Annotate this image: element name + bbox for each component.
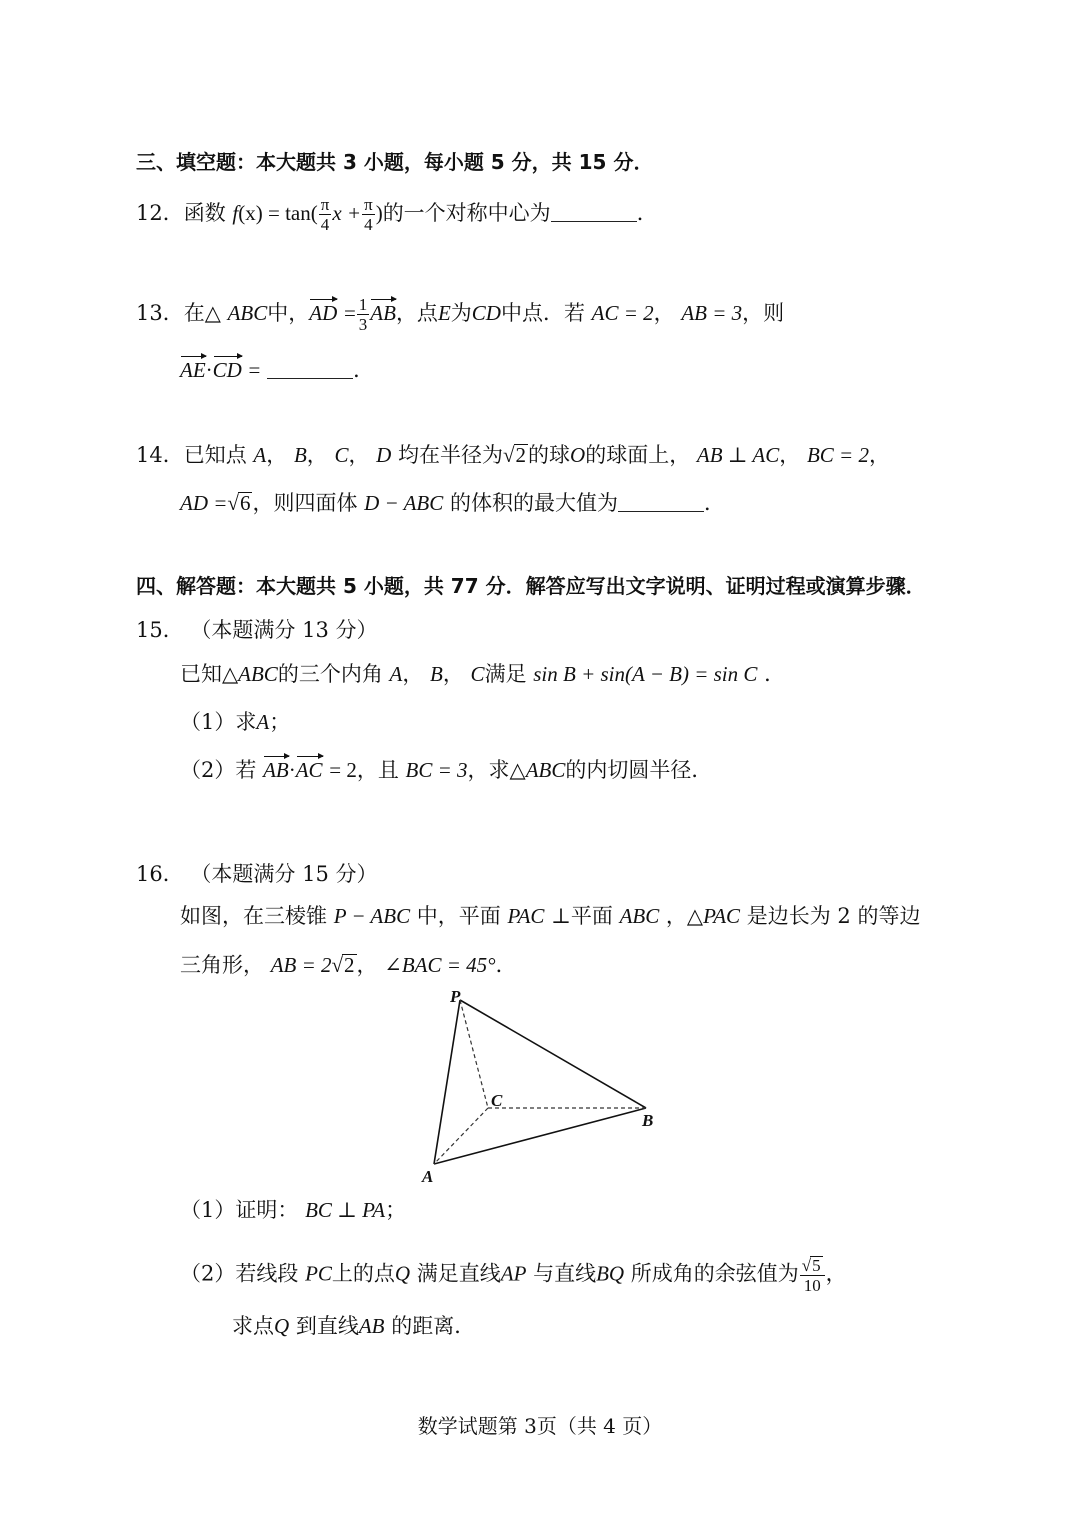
question-15 <box>180 664 785 685</box>
q14-comma: ， <box>306 443 328 467</box>
q13-end: ． <box>353 358 375 382</box>
q16-sqrt2: 2 <box>344 953 355 977</box>
q13-text: 中点．若 <box>500 301 585 325</box>
q13-text: 中， <box>267 301 310 325</box>
q16-pabc: P − ABC <box>333 904 411 928</box>
q15-text: 的内切圆半径． <box>565 758 713 782</box>
q16-frac: $\frac{√5}{10}$ <box>800 1256 825 1294</box>
q15-score: （本题满分 13 分） <box>190 618 378 642</box>
q15-equation: sin B + sin(A − B) = sin C <box>533 662 758 686</box>
page-footer: 数学试题第 3页（共 4 页） <box>417 1414 663 1438</box>
q16-p1-end: ； <box>385 1198 407 1222</box>
question-16-header <box>136 864 378 885</box>
q15-p2-label: （2）若 <box>180 758 257 782</box>
tetrahedron-figure <box>400 980 690 1190</box>
q15-dot: · <box>288 758 296 782</box>
vector-ae: AE <box>180 358 206 382</box>
question-15-part2 <box>180 760 712 781</box>
q14-sqrt6: 6 <box>239 491 251 515</box>
vector-ad: AD <box>309 301 338 325</box>
q15-comma: ， <box>442 662 464 686</box>
q16-text: ， <box>356 953 378 977</box>
q16-text: 所成角的余弦值为 <box>630 1261 799 1286</box>
q15-end: ． <box>764 662 786 686</box>
q15-text: 满足 <box>484 662 527 686</box>
q15-a: A <box>389 662 403 686</box>
q16-pac2: PAC <box>703 904 741 928</box>
q15-p1-label: （1）求 <box>180 710 257 734</box>
q13-text: ，则 <box>742 301 785 325</box>
question-14-line2 <box>180 492 725 514</box>
question-16-part1 <box>180 1200 406 1221</box>
q15-text: 的三个内角 <box>277 662 383 686</box>
label-a: A <box>422 1167 434 1186</box>
q16-text: 与直线 <box>533 1261 597 1286</box>
q15-text: 已知△ <box>180 662 239 686</box>
q12-number: 12． <box>136 201 184 225</box>
q16-ab: AB = 2 <box>270 953 332 977</box>
q16-text: 平面 <box>570 904 613 928</box>
q14-comma: ， <box>868 443 890 467</box>
q16-q: Q <box>394 1261 411 1286</box>
q12-mid: x + <box>332 201 362 225</box>
label-c: C <box>491 1091 503 1110</box>
q14-d: D <box>376 443 392 467</box>
q12-tail: 的一个对称中心为 <box>382 201 551 225</box>
q15-comma: ， <box>402 662 424 686</box>
q16-text: 三角形， <box>180 953 264 977</box>
q14-answer-blank[interactable] <box>618 493 704 512</box>
q16-text: 到直线 <box>295 1314 359 1338</box>
q14-text: 的球 <box>528 443 571 467</box>
q14-perp: AB ⊥ AC <box>696 443 780 467</box>
q16-p3-ab: AB <box>358 1314 385 1338</box>
q14-b: B <box>293 443 307 467</box>
q14-number: 14． <box>136 443 184 467</box>
q13-cd: CD <box>471 301 501 325</box>
q16-p2-label: （2）若线段 <box>180 1261 299 1286</box>
q16-text: ，△ <box>665 904 704 928</box>
q16-p1-label: （1）证明： <box>180 1198 299 1222</box>
q15-text: ，求△ <box>467 758 526 782</box>
q16-p1-eq: BC ⊥ PA <box>305 1198 386 1222</box>
question-16-part2 <box>180 1256 847 1294</box>
q16-number: 16． <box>136 862 184 886</box>
question-14 <box>136 444 890 466</box>
edge-pc <box>460 1000 488 1108</box>
sqrt-sign: √ <box>227 491 239 515</box>
q14-text: 的体积的最大值为 <box>449 491 618 515</box>
edge-pa <box>434 1000 460 1164</box>
q16-text: 中，平面 <box>416 904 501 928</box>
vector-ac: AC <box>295 758 323 782</box>
q13-text: ， <box>653 301 675 325</box>
q16-text: 的距离． <box>391 1314 476 1338</box>
q13-text: ，点 <box>395 301 438 325</box>
q13-ab: AB = 3 <box>681 301 743 325</box>
q15-text: ，且 <box>356 758 399 782</box>
q16-abc: ABC <box>619 904 660 928</box>
q13-text: 为 <box>450 301 472 325</box>
q13-number: 13． <box>136 301 184 325</box>
q15-p2-abc: ABC <box>525 758 566 782</box>
q13-abc: ABC <box>227 301 268 325</box>
q15-c: C <box>470 662 485 686</box>
q16-ap: AP <box>500 1261 527 1286</box>
q15-abc: ABC <box>238 662 278 686</box>
q16-p3-q: Q <box>274 1314 290 1338</box>
q16-end: ． <box>495 953 517 977</box>
q14-text: 的球面上， <box>585 443 691 467</box>
question-15-part1 <box>180 712 290 733</box>
section-3-heading: 三、填空题：本大题共 3 小题，每小题 5 分，共 15 分． <box>136 150 654 174</box>
q12-answer-blank[interactable] <box>551 203 637 222</box>
question-16-part2-line2 <box>232 1316 475 1337</box>
q16-comma: ， <box>825 1261 847 1286</box>
q16-text: 满足直线 <box>416 1261 501 1286</box>
q15-p1-a: A <box>256 710 270 734</box>
q14-o: O <box>570 443 586 467</box>
q16-angle: ∠BAC = 45° <box>384 953 496 977</box>
q13-frac: $\frac{1}{3}$ <box>358 295 368 334</box>
q15-b: B <box>430 662 443 686</box>
q16-bq: BQ <box>596 1261 625 1286</box>
vector-ab: AB <box>263 758 289 782</box>
q16-pc: PC <box>305 1261 332 1286</box>
q15-p2-eq: = 2 <box>329 758 357 782</box>
q16-perp: ⊥ <box>551 904 571 928</box>
question-16-line2 <box>180 954 517 976</box>
q16-score: （本题满分 15 分） <box>190 862 378 886</box>
edge-ab <box>434 1108 646 1164</box>
q14-bc: BC = 2 <box>806 443 869 467</box>
q13-text: 在△ <box>183 301 221 325</box>
edge-pb <box>460 1000 646 1108</box>
q14-ad: AD = <box>180 491 228 515</box>
q12-frac2: $\frac{\pi}{4}$ <box>364 195 373 234</box>
sqrt-sign: √ <box>503 443 515 467</box>
vector-ab: AB <box>370 301 396 325</box>
section-4-heading: 四、解答题：本大题共 5 小题，共 77 分．解答应写出文字说明、证明过程或演算步骤． <box>136 574 926 598</box>
q14-text: 均在半径为 <box>398 443 504 467</box>
sqrt-sign: √ <box>331 953 344 977</box>
q15-p2-bc: BC = 3 <box>405 758 468 782</box>
q16-text: 求点 <box>232 1314 274 1338</box>
question-15-header <box>136 620 378 641</box>
q13-answer-blank[interactable] <box>267 360 353 379</box>
q13-ac: AC = 2 <box>591 301 654 325</box>
q15-number: 15． <box>136 618 184 642</box>
q14-sqrt2: 2 <box>515 443 527 467</box>
q13-dot: · <box>205 358 213 382</box>
q16-text: 如图，在三棱锥 <box>180 904 327 928</box>
q14-comma: ， <box>266 443 288 467</box>
q12-var: (x) = tan( <box>238 201 318 225</box>
question-13-line2 <box>180 360 374 381</box>
q16-text: 是边长为 2 的等边 <box>746 904 921 928</box>
label-b: B <box>642 1111 654 1130</box>
q12-end: ． <box>636 201 658 225</box>
q14-c: C <box>334 443 349 467</box>
q14-a: A <box>253 443 267 467</box>
q14-comma: ， <box>779 443 801 467</box>
q14-text: 已知点 <box>183 443 247 467</box>
q13-e: E <box>437 301 451 325</box>
q14-text: ，则四面体 <box>252 491 358 515</box>
label-p: P <box>450 987 461 1006</box>
q15-p1-end: ； <box>269 710 291 734</box>
q14-comma: ， <box>348 443 370 467</box>
question-13 <box>136 296 784 333</box>
question-12 <box>136 196 658 233</box>
vector-cd: CD <box>212 358 242 382</box>
q16-pac: PAC <box>507 904 545 928</box>
q16-text: 上的点 <box>331 1261 395 1286</box>
q12-close: ) <box>375 201 383 225</box>
q12-frac1: $\frac{\pi}{4}$ <box>320 195 330 234</box>
q13-eq2: = <box>248 358 261 382</box>
q12-func: f <box>232 201 239 225</box>
q14-end: ． <box>703 491 725 515</box>
q13-eq: = <box>343 301 356 325</box>
question-16 <box>180 906 920 927</box>
q12-lead: 函数 <box>183 201 226 225</box>
q14-tetrahedron: D − ABC <box>364 491 444 515</box>
